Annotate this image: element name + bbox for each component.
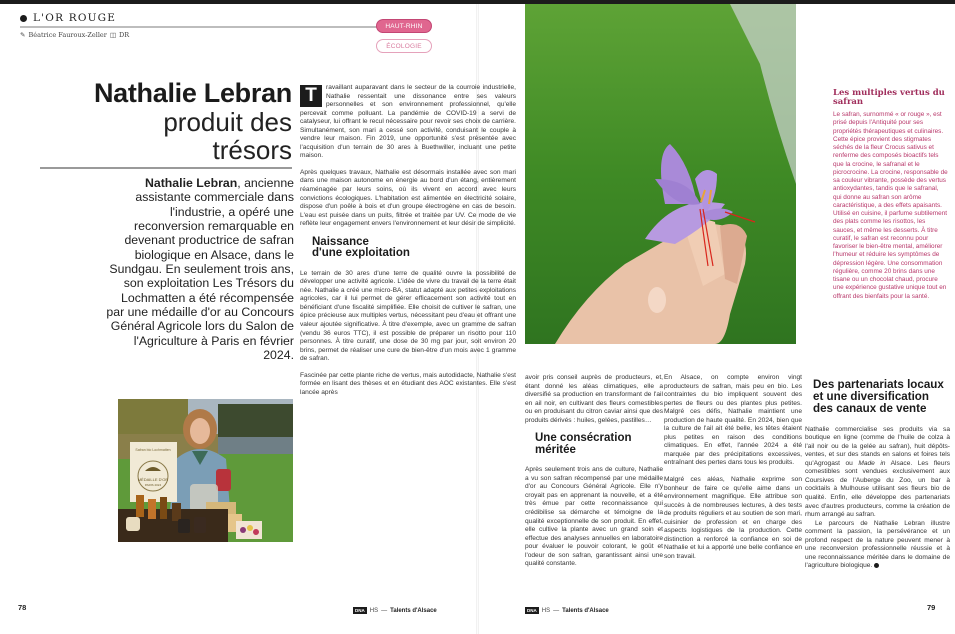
camera-icon: ◫: [109, 31, 117, 39]
photo-producer-illustration: [118, 399, 293, 542]
sign-bottom-text: PARIS 2024: [144, 483, 162, 487]
rubric-label: L'OR ROUGE: [33, 12, 117, 24]
tag-ecologie[interactable]: ÉCOLOGIE: [376, 39, 432, 53]
sidebar-text: Le safran, surnommé « or rouge », est prisé depuis l'Antiquité pour ses propriétés thérapeutiques et culinaires. Cette épice provient des stigmates séchés de la fleur Crocus sativus et renferme des composés bioactifs tels que la crocine, le safranal et le picrocrocine. La crocine, responsable de sa couleur vibrante, possède des vertus antioxydantes, tandis que le safranal, qui donne au safran son arôme caractéristique, a des effets apaisants. Utilisé en cuisine, il parfume subtilement des plats comme les risottos, les sauces, et même les desserts. À titre curatif, le safran est reconnu pour favoriser le bien-être mental, améliorer l'humeur et réduire les symptômes de dépression légère. Une consommation régulière, comme 20 brins dans une tisane ou un chocolat chaud, procure une expérience gustative unique tout en offrant des bienfaits pour la santé.: [833, 111, 948, 300]
article-column-1: [300, 84, 516, 405]
rubric-rule: [20, 26, 380, 28]
paragraph-text: Le parcours de Nathalie Lebran illustre comment la passion, la persévérance et un profond respect de la nature peuvent mener à une reconversion professionnelle réussie et à une reconnaissance méritée dans le domaine de l'agriculture biologique.: [805, 519, 950, 570]
paragraph-text: Nathalie commercialise ses produits via sa boutique en ligne (comme de l'huile de colza à l'ail noir ou de la gelée au safran), huit dépôts-ventes, et sur des stands en salons et foires tels qu'Agrogast ou: [805, 425, 950, 467]
subhead-partenariats: Des partenariats locaux et une diversification des canaux de vente: [813, 378, 944, 416]
paragraph: avoir pris conseil auprès de producteurs, et, étant donné les aléas climatiques, elle a diversifié sa production en transformant de l'ail en ail noir, en cultivant des fleurs comestibles ou en produisant du citron caviar ainsi que des produits dérivés : huiles, gelées, pastilles…: [525, 374, 663, 424]
paragraph: [805, 520, 950, 571]
footer-magazine: Talents d'Alsace: [390, 607, 437, 614]
sidebar-title: Les multiples vertus du safran: [833, 88, 945, 107]
subhead-naissance: [312, 237, 516, 260]
end-mark-icon: [874, 563, 879, 568]
footer-left: [353, 607, 437, 614]
page-number-right: 79: [927, 603, 936, 612]
footer-series: HS: [369, 607, 379, 614]
subhead-consecration: [535, 433, 663, 456]
paragraph: Après quelques travaux, Nathalie est désormais installée avec son mari dans une maison autonome en énergie au bord d'un étang, entièrement réaménagée par leurs soins, où ils vivent en accord avec leurs convictions écologiques. L'habitation est alimentée en électricité solaire, dispose d'un poêle à bois et d'un groupe électrogène en cas de besoin. L'eau est puisée dans un puits, filtrée et traitée par UV. Ce mode de vie reflète leur engagement envers l'environnement et leur désir de simplicité.: [300, 168, 516, 228]
paragraph: Fascinée par cette plante riche de vertus, mais autodidacte, Nathalie s'est formée en lisant des thèses et en étudiant des AOC existantes. Elle s'est lancée après: [300, 371, 516, 396]
article-column-4: [805, 375, 950, 579]
footer-series: HS: [541, 607, 551, 614]
chapo-text: , ancienne assistante commerciale dans l'industrie, a opéré une reconversion remarquable en devenant productrice de safran biologique en Alsace, dans le Sundgau. En seulement trois ans, son exploitation Les Trésors du Lochmatten a été récompensée par une médaille d'or au Concours Général Agricole lors du Salon de l'Agriculture à Paris en février 2024.: [106, 176, 294, 363]
photo-producer: [118, 399, 293, 542]
pen-icon: ✎: [20, 31, 26, 39]
paragraph: [300, 84, 516, 161]
title-rule: [40, 167, 292, 169]
paragraph: [805, 426, 950, 520]
subhead-line: d'une exploitation: [312, 247, 410, 260]
subhead-line: méritée: [535, 443, 576, 456]
sign-medal-text: MÉDAILLE D'OR: [137, 477, 169, 482]
article-title: [40, 80, 292, 163]
chapo-lead: Nathalie Lebran: [144, 176, 238, 190]
paragraph-text: ravaillant auparavant dans le secteur de la courroie industrielle, Nathalie ressentait une dissonance entre ses valeurs personnelles et son environnement professionnel, qu'elle percevait comme polluant. La pandémie de COVID-19 a servi de catalyseur, lui offrant le recul nécessaire pour revoir ses choix de carrière. Simultanément, son mari a cessé son activité, conduisant le couple à vendre leur maison. Fin 2019, une opportunité s'est présentée avec l'acquisition d'un terrain de 30 ares à Buethwiller, incluant une petite maison.: [300, 84, 516, 160]
tag-haut-rhin[interactable]: HAUT-RHIN: [376, 19, 432, 33]
footer-magazine: Talents d'Alsace: [562, 607, 609, 614]
title-name: Nathalie Lebran: [93, 78, 292, 108]
chapo: [106, 176, 294, 362]
sign-top-text: Safran bio Lochmatten: [135, 448, 171, 452]
footer-right: [525, 607, 609, 614]
paragraph: Malgré ces aléas, Nathalie exprime son bonheur de faire ce qu'elle aime dans un environnement magnifique. Elle attribue son succès à de nombreuses lectures, à des tests de produits réguliers et au soutien de son mari, cuisinier de profession et en charge des aspects logistiques de la production. Cette distinction a renforcé la confiance en soi de Nathalie et lui a apporté une belle confiance en son travail.: [664, 476, 802, 560]
byline-photo-credit: DR: [119, 31, 130, 39]
paragraph: En Alsace, on compte environ vingt producteurs de safran, mais peu en bio. Les contraintes du bio impliquent souvent des pertes de fleurs ou des plantes plus petites. Malgré ces défis, Nathalie maintient une production de haute qualité. En 2024, bien que la culture de l'ail ait été belle, les têtes étaient plus petites en raison des conditions climatiques. En effet, l'année 2024 a été marquée par des précipitations excessives, entraînant des pertes dans tous les produits.: [664, 374, 802, 467]
article-column-2: [525, 374, 663, 577]
title-line3: trésors: [212, 135, 292, 165]
byline: [20, 31, 129, 39]
photo-saffron-flower: [525, 4, 796, 344]
sidebar-box: [833, 89, 948, 301]
footer-dash: —: [553, 607, 560, 614]
footer-dash: —: [381, 607, 388, 614]
photo-saffron-illustration: [525, 4, 796, 344]
byline-author: Béatrice Fauroux-Zeller: [28, 31, 107, 39]
paragraph: Le terrain de 30 ares d'une terre de qualité ouvre la possibilité de développer une activité agricole. L'idée de vivre du travail de la terre était née. Nathalie a créé une micro-BA, statut adapté aux petites exploitations agricoles, car il lui permet de gérer efficacement son activité tout en bénéficiant d'une fiscalité simplifiée. Elle choisit de cultiver le safran, une épice précieuse aux multiples vertus, nécessitant peu d'eau et offrant une valeur ajoutée significative. À titre d'exemple, avec un gramme de safran (vendu 36 euros TTC), il est possible de préparer un risotto pour 110 personnes. À titre curatif, une dose de 30 mg par jour, soit environ 20 brins, permet de réaliser une cure de bien-être d'un mois avec 1 gramme de safran.: [300, 269, 516, 363]
paragraph-text: Alsace. Les fleurs comestibles sont vendues exclusivement aux Coursives de l'Auberge du Zoo, un bar à cocktails à Mulhouse utilisant ses fleurs bio de qualité. Enfin, elle développe des partenariats avec d'autres producteurs, comme la création de rhum arrangé au safran.: [805, 459, 950, 519]
rubric: [20, 12, 116, 24]
bullet-icon: [20, 15, 27, 22]
magazine-logo: DNA: [527, 608, 537, 613]
dropcap: T: [300, 85, 322, 107]
title-line2: produit des: [163, 107, 292, 137]
subhead-line: Naissance: [312, 235, 369, 248]
page-number-left: 78: [18, 603, 27, 612]
article-column-3: [664, 374, 802, 569]
paragraph-emphasis: Made in: [858, 459, 886, 467]
paragraph: Après seulement trois ans de culture, Nathalie a vu son safran récompensé par une médaille d'or au Concours Général Agricole. Elle n'y croyait pas en apprenant la nouvelle, et a été très émue par cette reconnaissance qui crédibilise sa démarche et témoigne de la qualité exceptionnelle de son produit. En effet, elle cultive la plante avec un grand soin et effectue des analyses annuelles en laboratoire pour évaluer le pouvoir colorant, le goût et l'odeur de son safran, garantissant ainsi une qualité constante.: [525, 466, 663, 568]
subhead-line: Une consécration: [535, 432, 632, 445]
magazine-logo: DNA: [355, 608, 365, 613]
